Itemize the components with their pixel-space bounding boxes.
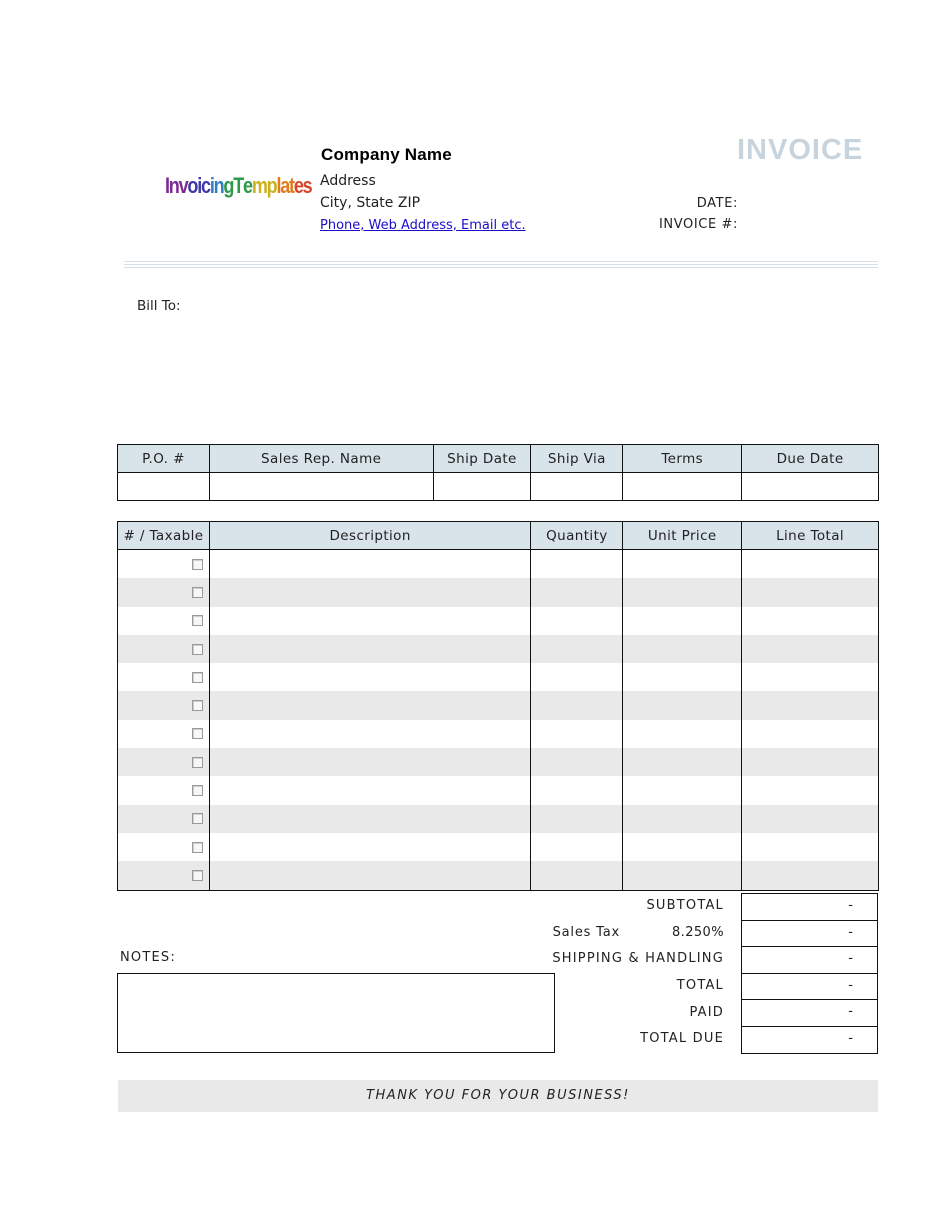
item-unit-price-cell[interactable] [623, 861, 742, 890]
taxable-checkbox[interactable] [192, 615, 203, 626]
item-line-total-cell[interactable] [742, 607, 879, 635]
item-unit-price-cell[interactable] [623, 663, 742, 691]
item-description-cell[interactable] [209, 691, 531, 719]
item-unit-price-cell[interactable] [623, 748, 742, 776]
total-due-value: - [741, 1026, 878, 1054]
taxable-header: # / Taxable [118, 522, 210, 550]
item-row [118, 550, 879, 579]
item-row [118, 776, 879, 804]
invoice-title: INVOICE [737, 134, 864, 166]
subtotal-value: - [741, 893, 878, 920]
paid-label: PAID [689, 1005, 724, 1020]
ship-via-header: Ship Via [531, 445, 623, 473]
item-line-total-cell[interactable] [742, 550, 879, 579]
item-quantity-cell[interactable] [531, 663, 623, 691]
logo-letter: T [233, 173, 244, 198]
item-row [118, 833, 879, 861]
sales-tax-label: Sales Tax [552, 925, 620, 940]
logo-letter: t [289, 173, 294, 198]
ship-via-cell[interactable] [531, 473, 623, 501]
item-unit-price-cell[interactable] [623, 805, 742, 833]
logo-letter: e [293, 173, 303, 198]
item-unit-price-cell[interactable] [623, 635, 742, 663]
taxable-checkbox[interactable] [192, 757, 203, 768]
company-logo [165, 166, 312, 206]
item-line-total-cell[interactable] [742, 805, 879, 833]
item-description-cell[interactable] [209, 578, 531, 606]
header-divider [124, 261, 878, 271]
item-row [118, 748, 879, 776]
item-quantity-cell[interactable] [531, 607, 623, 635]
shipping-value[interactable]: - [741, 946, 878, 973]
item-taxable-cell[interactable] [118, 635, 210, 663]
item-line-total-cell[interactable] [742, 663, 879, 691]
item-unit-price-cell[interactable] [623, 776, 742, 804]
item-row [118, 805, 879, 833]
item-description-cell[interactable] [209, 861, 531, 890]
item-line-total-cell[interactable] [742, 861, 879, 890]
total-value: - [741, 973, 878, 1000]
taxable-checkbox[interactable] [192, 700, 203, 711]
item-unit-price-cell[interactable] [623, 691, 742, 719]
logo-letter: e [243, 173, 252, 198]
item-taxable-cell[interactable] [118, 550, 210, 579]
item-unit-price-cell[interactable] [623, 607, 742, 635]
logo-letter: a [280, 173, 290, 198]
total-label: TOTAL [676, 978, 724, 993]
due-date-cell[interactable] [742, 473, 879, 501]
ship-date-header: Ship Date [433, 445, 531, 473]
logo-letter: p [266, 173, 277, 198]
item-line-total-cell[interactable] [742, 691, 879, 719]
item-line-total-cell[interactable] [742, 748, 879, 776]
item-description-cell[interactable] [209, 550, 531, 579]
item-unit-price-cell[interactable] [623, 578, 742, 606]
item-row [118, 607, 879, 635]
item-taxable-cell[interactable] [118, 833, 210, 861]
logo-letter: c [201, 173, 210, 198]
logo-letter: v [178, 173, 188, 198]
logo-letter: i [197, 173, 202, 198]
item-taxable-cell[interactable] [118, 861, 210, 890]
item-quantity-cell[interactable] [531, 691, 623, 719]
item-quantity-cell[interactable] [531, 720, 623, 748]
taxable-checkbox[interactable] [192, 728, 203, 739]
invoice-number-label: INVOICE #: [659, 217, 738, 232]
item-taxable-cell[interactable] [118, 748, 210, 776]
po-number-cell[interactable] [118, 473, 210, 501]
logo-letter: s [302, 173, 312, 198]
item-taxable-cell[interactable] [118, 607, 210, 635]
item-description-cell[interactable] [209, 805, 531, 833]
item-row [118, 635, 879, 663]
item-quantity-cell[interactable] [531, 635, 623, 663]
item-quantity-cell[interactable] [531, 776, 623, 804]
item-quantity-cell[interactable] [531, 748, 623, 776]
item-unit-price-cell[interactable] [623, 720, 742, 748]
taxable-checkbox[interactable] [192, 587, 203, 598]
item-line-total-cell[interactable] [742, 776, 879, 804]
item-quantity-cell[interactable] [531, 861, 623, 890]
item-line-total-cell[interactable] [742, 635, 879, 663]
terms-cell[interactable] [623, 473, 742, 501]
logo-letter: n [213, 173, 224, 198]
item-quantity-cell[interactable] [531, 550, 623, 579]
logo-letter: o [187, 173, 198, 198]
item-line-total-cell[interactable] [742, 833, 879, 861]
item-description-cell[interactable] [209, 663, 531, 691]
item-quantity-cell[interactable] [531, 805, 623, 833]
thank-you-banner: THANK YOU FOR YOUR BUSINESS! [118, 1080, 878, 1112]
item-description-cell[interactable] [209, 607, 531, 635]
taxable-checkbox[interactable] [192, 870, 203, 881]
po-number-header: P.O. # [118, 445, 210, 473]
item-row [118, 720, 879, 748]
company-address: Address [320, 173, 376, 189]
logo-letter: l [276, 173, 281, 198]
taxable-checkbox[interactable] [192, 785, 203, 796]
item-taxable-cell[interactable] [118, 578, 210, 606]
item-row [118, 578, 879, 606]
item-row [118, 663, 879, 691]
description-header: Description [209, 522, 531, 550]
bill-to-label: Bill To: [137, 298, 181, 314]
taxable-checkbox[interactable] [192, 559, 203, 570]
item-description-cell[interactable] [209, 635, 531, 663]
notes-label: NOTES: [120, 950, 176, 965]
logo-letter: g [223, 173, 234, 198]
item-description-cell[interactable] [209, 776, 531, 804]
line-items-table [117, 521, 879, 891]
item-quantity-cell[interactable] [531, 833, 623, 861]
item-unit-price-cell[interactable] [623, 550, 742, 579]
taxable-checkbox[interactable] [192, 842, 203, 853]
taxable-checkbox[interactable] [192, 672, 203, 683]
due-date-header: Due Date [742, 445, 879, 473]
sales-tax-value: - [741, 920, 878, 947]
sales-tax-rate[interactable]: 8.250% [672, 925, 724, 940]
subtotal-label: SUBTOTAL [646, 898, 724, 913]
logo-letter: i [209, 173, 214, 198]
sales-rep-header: Sales Rep. Name [209, 445, 433, 473]
notes-box[interactable] [117, 973, 555, 1053]
item-quantity-cell[interactable] [531, 578, 623, 606]
item-line-total-cell[interactable] [742, 720, 879, 748]
item-description-cell[interactable] [209, 720, 531, 748]
sales-rep-cell[interactable] [209, 473, 433, 501]
item-taxable-cell[interactable] [118, 776, 210, 804]
taxable-checkbox[interactable] [192, 813, 203, 824]
shipping-label: SHIPPING & HANDLING [552, 951, 724, 966]
company-contact-link[interactable]: Phone, Web Address, Email etc. [320, 218, 526, 233]
taxable-checkbox[interactable] [192, 644, 203, 655]
company-city-state-zip: City, State ZIP [320, 195, 421, 211]
item-taxable-cell[interactable] [118, 720, 210, 748]
logo-letter: n [168, 173, 179, 198]
company-name: Company Name [321, 145, 452, 164]
logo-letter: I [165, 173, 169, 198]
item-description-cell[interactable] [209, 748, 531, 776]
item-unit-price-cell[interactable] [623, 833, 742, 861]
item-row [118, 691, 879, 719]
order-info-table [117, 444, 879, 501]
item-taxable-cell[interactable] [118, 805, 210, 833]
item-description-cell[interactable] [209, 833, 531, 861]
paid-value[interactable]: - [741, 999, 878, 1026]
quantity-header: Quantity [531, 522, 623, 550]
terms-header: Terms [623, 445, 742, 473]
line-total-header: Line Total [742, 522, 879, 550]
item-taxable-cell[interactable] [118, 691, 210, 719]
unit-price-header: Unit Price [623, 522, 742, 550]
logo-letter: m [251, 173, 267, 198]
ship-date-cell[interactable] [433, 473, 531, 501]
date-label: DATE: [696, 196, 738, 211]
item-row [118, 861, 879, 890]
item-taxable-cell[interactable] [118, 663, 210, 691]
total-due-label: TOTAL DUE [640, 1031, 724, 1046]
item-line-total-cell[interactable] [742, 578, 879, 606]
